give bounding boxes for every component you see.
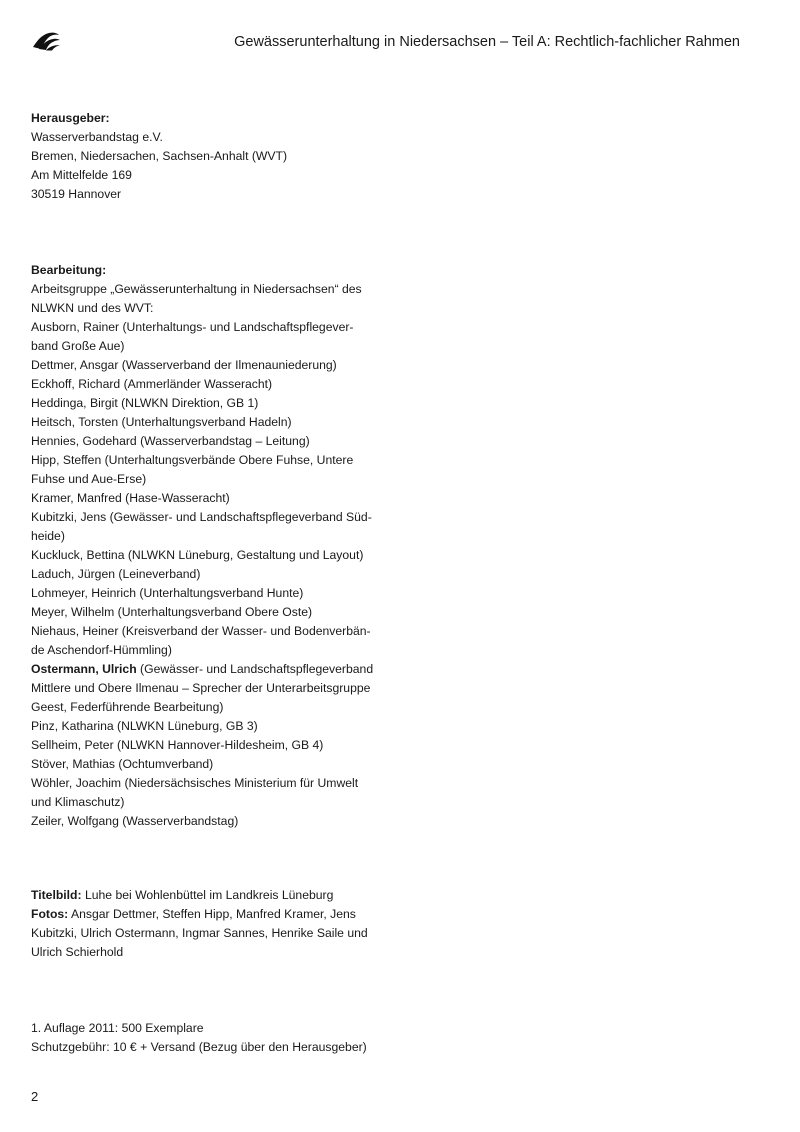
member-line: Stöver, Mathias (Ochtumverband): [31, 757, 214, 771]
document-header-title: Gewässerunterhaltung in Niedersachsen – Teil A: Rechtlich-fachlicher Rahmen: [234, 34, 740, 50]
member-line: Lohmeyer, Heinrich (Unterhaltungsverband Hunte): [31, 586, 304, 600]
member-line: Meyer, Wilhelm (Unterhaltungsverband Obere Oste): [31, 605, 313, 619]
member-line: Geest, Federführende Bearbeitung): [31, 700, 224, 714]
member-line: Sellheim, Peter (NLWKN Hannover-Hildesheim, GB 4): [31, 738, 324, 752]
publisher-line: Wasserverbandstag e.V.: [31, 130, 163, 144]
member-line: Laduch, Jürgen (Leineverband): [31, 567, 201, 581]
member-line: band Große Aue): [31, 339, 125, 353]
member-line: Heitsch, Torsten (Unterhaltungsverband Hadeln): [31, 415, 292, 429]
member-line: Zeiler, Wolfgang (Wasserverbandstag): [31, 814, 239, 828]
editing-heading: Bearbeitung:: [31, 263, 107, 277]
publisher-line: Bremen, Niedersachen, Sachsen-Anhalt (WVT): [31, 149, 288, 163]
photos-credit-line: Ulrich Schierhold: [31, 945, 124, 959]
member-line: Heddinga, Birgit (NLWKN Direktion, GB 1): [31, 396, 259, 410]
edition-line: 1. Auflage 2011: 500 Exemplare: [31, 1021, 204, 1035]
member-line: heide): [31, 529, 65, 543]
editing-section: [31, 261, 376, 831]
ostermann-name: Ostermann, Ulrich: [31, 662, 137, 676]
photos-label: Fotos:: [31, 907, 69, 921]
publisher-line: 30519 Hannover: [31, 187, 122, 201]
member-line: Kuckluck, Bettina (NLWKN Lüneburg, Gestaltung und Layout): [31, 548, 364, 562]
member-line: de Aschendorf-Hümmling): [31, 643, 172, 657]
member-line: Kramer, Manfred (Hase-Wasseracht): [31, 491, 230, 505]
member-line: Wöhler, Joachim (Niedersächsisches Ministerium für Umwelt: [31, 776, 359, 790]
member-line: Dettmer, Ansgar (Wasserverband der Ilmenauniederung): [31, 358, 337, 372]
member-line: Ausborn, Rainer (Unterhaltungs- und Landschaftspflegever-: [31, 320, 354, 334]
cover-text: Luhe bei Wohlenbüttel im Landkreis Lüneburg: [81, 888, 334, 902]
cover-image-credit: [31, 886, 376, 905]
wave-logo-icon: [31, 27, 61, 51]
member-line: Fuhse und Aue-Erse): [31, 472, 147, 486]
editing-intro-line: NLWKN und des WVT:: [31, 301, 154, 315]
member-line: Mittlere und Obere Ilmenau – Sprecher der Unterarbeitsgruppe: [31, 681, 371, 695]
member-line: Hennies, Godehard (Wasserverbandstag – Leitung): [31, 434, 310, 448]
member-line-ostermann: [31, 660, 376, 679]
member-line: und Klimaschutz): [31, 795, 125, 809]
member-line: Niehaus, Heiner (Kreisverband der Wasser- und Bodenverbän-: [31, 624, 371, 638]
editing-intro-line: Arbeitsgruppe „Gewässerunterhaltung in Niedersachsen“ des: [31, 282, 362, 296]
member-line: Eckhoff, Richard (Ammerländer Wasseracht): [31, 377, 273, 391]
member-line: Hipp, Steffen (Unterhaltungsverbände Obere Fuhse, Untere: [31, 453, 354, 467]
page-number: 2: [31, 1089, 39, 1104]
edition-section: [31, 1019, 376, 1057]
publisher-line: Am Mittelfelde 169: [31, 168, 132, 182]
publisher-section: [31, 109, 376, 204]
edition-line: Schutzgebühr: 10 € + Versand (Bezug über den Herausgeber): [31, 1040, 367, 1054]
photos-text: Ansgar Dettmer, Steffen Hipp, Manfred Kramer, Jens: [68, 907, 356, 921]
photos-credit-line: Kubitzki, Ulrich Ostermann, Ingmar Sannes, Henrike Saile und: [31, 926, 368, 940]
publisher-heading: Herausgeber:: [31, 111, 110, 125]
ostermann-affiliation: (Gewässer- und Landschaftspflegeverband: [136, 662, 374, 676]
credits-section: [31, 886, 376, 962]
cover-label: Titelbild:: [31, 888, 82, 902]
member-line: Kubitzki, Jens (Gewässer- und Landschaftspflegeverband Süd-: [31, 510, 372, 524]
member-line: Pinz, Katharina (NLWKN Lüneburg, GB 3): [31, 719, 258, 733]
photos-credit: [31, 905, 376, 924]
